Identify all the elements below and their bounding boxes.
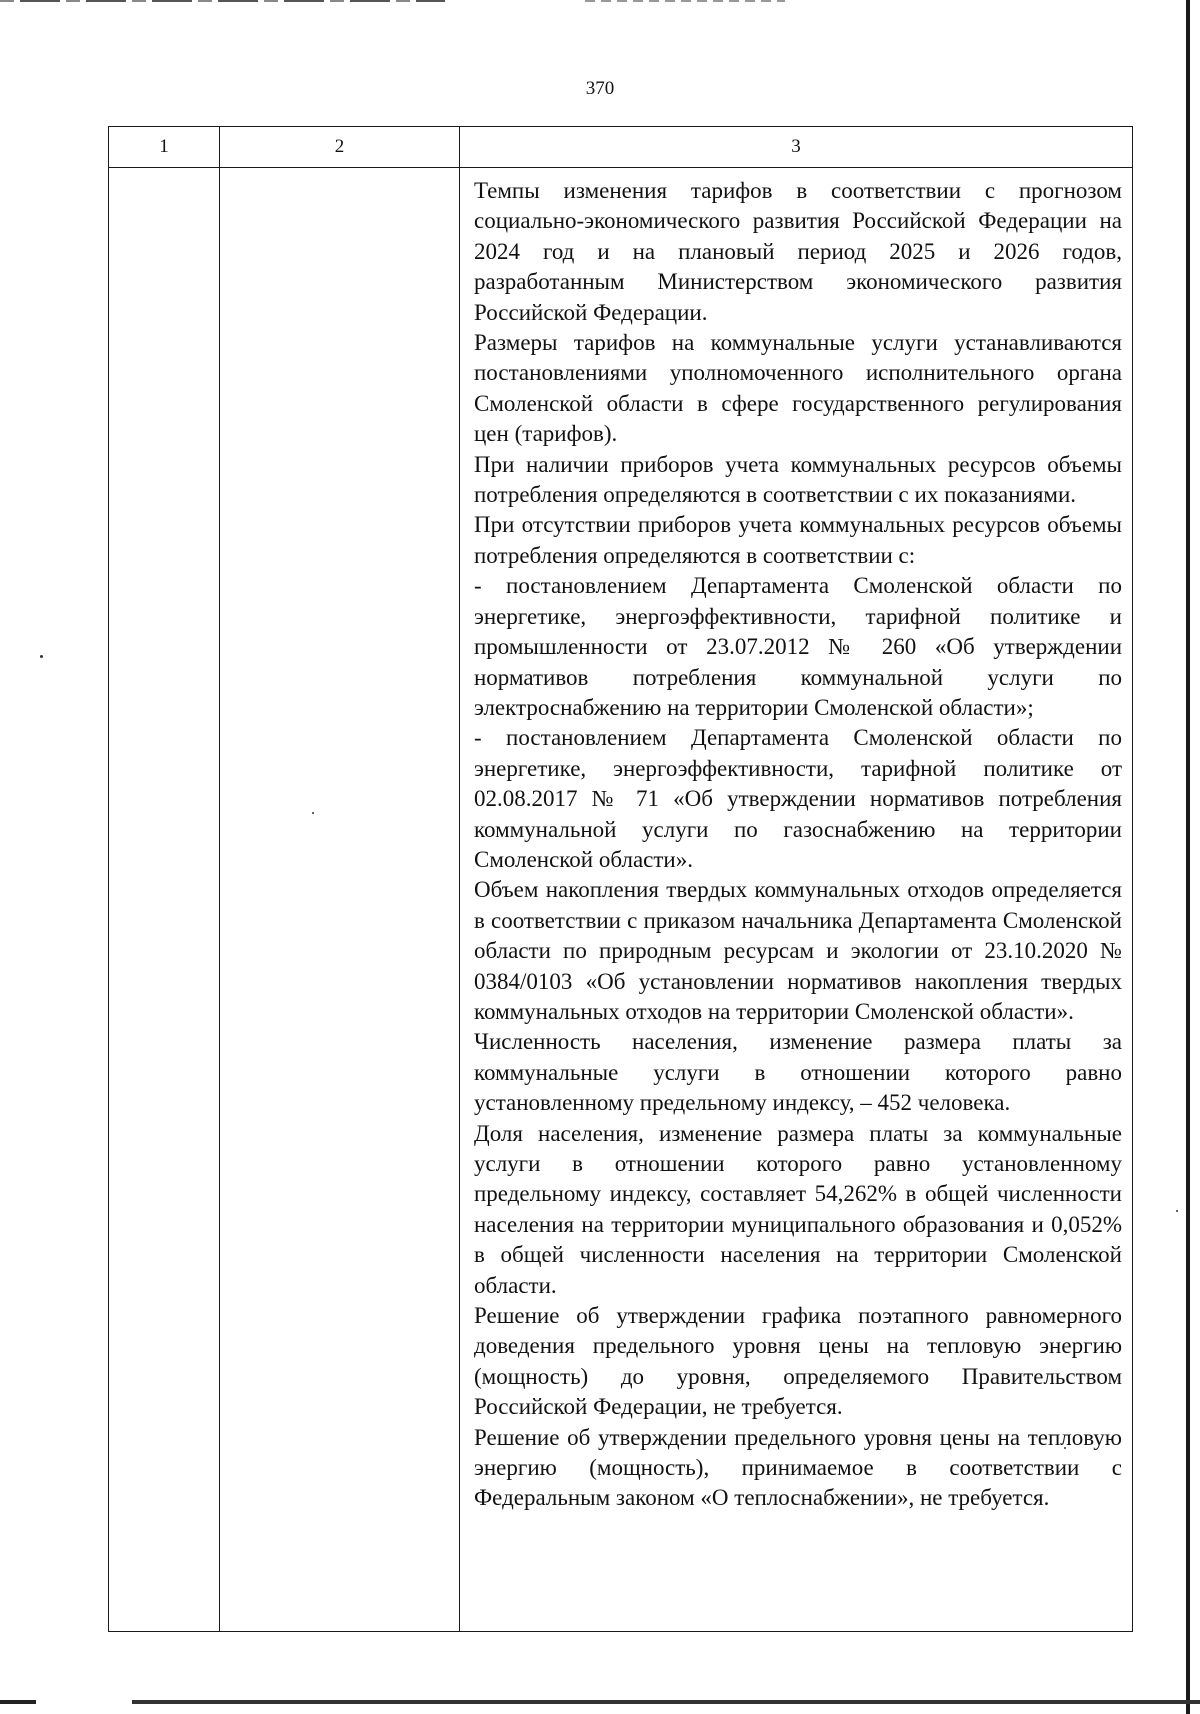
paragraph-heat-price-limit: Решение об утверждении предельного уровня цены на тепловую энергию (мощность), принимаемое в соответствии с Федеральным законом «О теплоснабжении», не требуется. [474, 1424, 1122, 1511]
paragraph-solid-waste: Объем накопления твердых коммунальных отходов определяется в соответствии с приказом начальника Департамента Смоленской области по природным ресурсам и экологии от 23.10.2020 № 0384/0103 «Об установлении нормативов накопления твердых коммунальных отходов на территории Смоленской области». [474, 877, 1122, 1024]
column-header-3: 3 [460, 127, 1133, 168]
table-header-row [109, 127, 1133, 168]
paragraph-unmetered-consumption: При отсутствии приборов учета коммунальных ресурсов объемы потребления определяются в соответствии с: [474, 512, 1122, 568]
cell-column-3-text [460, 168, 1133, 1632]
document-table [108, 126, 1133, 1632]
scan-edge-bottom [0, 1700, 1200, 1704]
paragraph-electricity-resolution: - постановлением Департамента Смоленской области по энергетике, энергоэффективности, тарифной политике и промышленности от 23.07.2012 № 260 «Об утверждении нормативов потребления коммунальной услуги по электроснабжению на территории Смоленской области»; [474, 573, 1122, 720]
scan-edge-top-left [0, 0, 445, 2]
column-header-1: 1 [109, 127, 220, 168]
scan-edge-right [1186, 0, 1190, 1714]
table-row [109, 168, 1133, 1632]
paragraph-tariff-change-rates: Темпы изменения тарифов в соответствии с прогнозом социально-экономического развития Российской Федерации на 2024 год и на плановый период 2025 и 2026 годов, разработанным Министерством экономического развития Российской Федерации. [474, 178, 1122, 325]
paragraph-heat-price-schedule: Решение об утверждении графика поэтапного равномерного доведения предельного уровня цены на тепловую энергию (мощность) до уровня, определяемого Правительством Российской Федерации, не требуется. [474, 1303, 1122, 1420]
paragraph-population-count: Численность населения, изменение размера платы за коммунальные услуги в отношении которого равно установленному предельному индексу, – 452 человека. [474, 1029, 1122, 1116]
paragraph-population-share: Доля населения, изменение размера платы за коммунальные услуги в отношении которого равно установленному предельному индексу, составляет 54,262% в общей численности населения на территории муниципального образования и 0,052% в общей численности населения на территории Смоленской области. [474, 1120, 1122, 1298]
cell-column-1-empty [109, 168, 220, 1632]
scan-speck [40, 655, 43, 658]
scan-edge-top-right [585, 0, 785, 2]
cell-column-2-empty [220, 168, 460, 1632]
paragraph-gas-resolution: - постановлением Департамента Смоленской области по энергетике, энергоэффективности, тарифной политике от 02.08.2017 № 71 «Об утверждении нормативов потребления коммунальной услуги по газоснабжению на территории Смоленской области». [474, 725, 1122, 872]
paragraph-tariff-sizes: Размеры тарифов на коммунальные услуги устанавливаются постановлениями уполномоченного исполнительного органа Смоленской области в сфере государственного регулирования цен (тарифов). [474, 330, 1122, 447]
page-number: 370 [585, 78, 615, 99]
scan-speck [1176, 1210, 1178, 1212]
column-header-2: 2 [220, 127, 460, 168]
paragraph-metered-consumption: При наличии приборов учета коммунальных ресурсов объемы потребления определяются в соответствии с их показаниями. [474, 451, 1122, 508]
